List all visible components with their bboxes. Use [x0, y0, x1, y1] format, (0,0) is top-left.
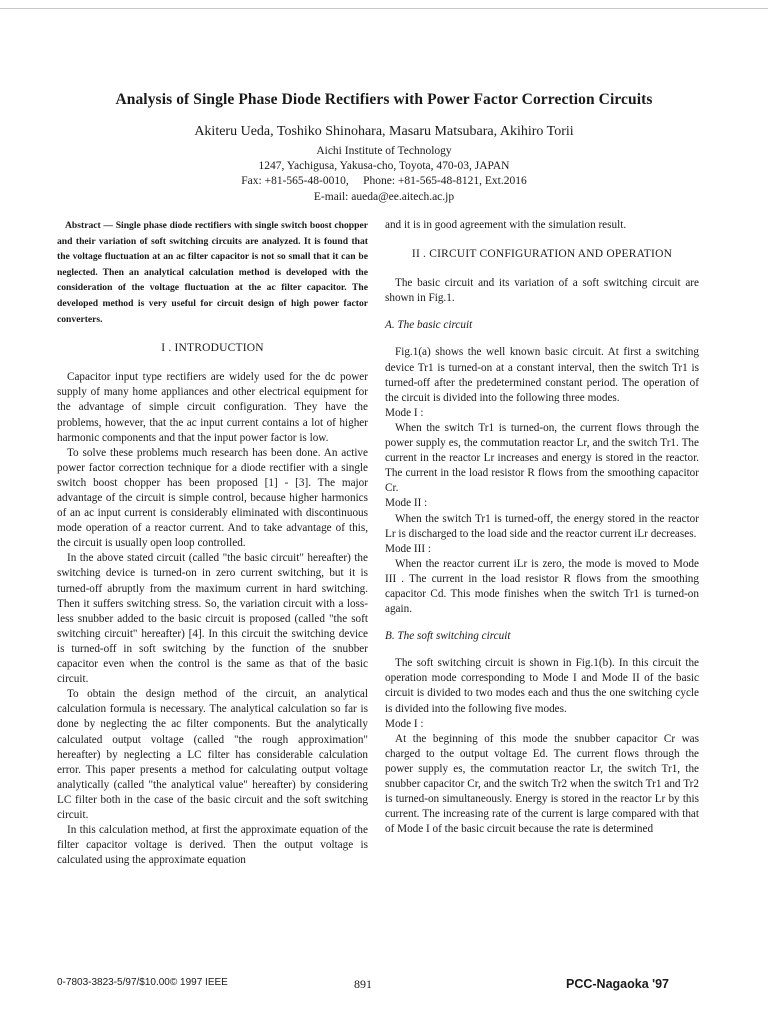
affiliation-address: 1247, Yachigusa, Yakusa-cho, Toyota, 470-03, JAPAN — [258, 160, 510, 173]
footer-conference: PCC-Nagaoka '97 — [566, 977, 670, 991]
affiliation-institute: Aichi Institute of Technology — [316, 145, 452, 157]
footer-copyright: 0-7803-3823-5/97/$10.00© 1997 IEEE — [57, 977, 228, 988]
page-number: 891 — [354, 977, 372, 991]
right-column — [385, 218, 699, 837]
mode-1-label: Mode I : — [385, 406, 424, 419]
subsection-basic-circuit: A. The basic circuit — [385, 319, 473, 332]
intro-paragraph-5: In this calculation method, at first the approximate equation of the filter capacitor voltage is derived. Then the output voltage is calculated using the approximate equation — [57, 824, 368, 867]
mode-2-label: Mode II : — [385, 497, 428, 510]
mode-2-text: When the switch Tr1 is turned-off, the energy stored in the reactor Lr is discharged to the load side and the reactor current iLr decreases. — [385, 512, 699, 540]
author-list: Akiteru Ueda, Toshiko Shinohara, Masaru Matsubara, Akihiro Torii — [194, 124, 574, 139]
affiliation-contact: Fax: +81-565-48-0010, Phone: +81-565-48-8121, Ext.2016 — [241, 175, 527, 188]
circuit-intro: The basic circuit and its variation of a soft switching circuit are shown in Fig.1. — [385, 277, 699, 305]
continuation-text: and it is in good agreement with the simulation result. — [385, 219, 627, 231]
basic-circuit-intro: Fig.1(a) shows the well known basic circuit. At first a switching device Tr1 is turned-on at a constant interval, then the switch Tr1 is turned-off after the predetermined constant period. The operation of the circuit is divided into the following three modes. — [385, 346, 699, 404]
intro-paragraph-2: To solve these problems much research has been done. An active power factor correction technique for a diode rectifier with a single switch boost chopper has been proposed [1] - [3]. The major advantage of the circuit is simple control, because higher harmonics of an ac input current is considerably eliminated with discontinuous mode operation of a reactor current. And to take advantage of this, the circuit is usually open loop controlled. — [57, 446, 368, 550]
affiliation-email: E-mail: aueda@ee.aitech.ac.jp — [313, 190, 455, 203]
intro-paragraph-4: To obtain the design method of the circuit, an analytical calculation formula is necessary. The analytical calculation so far is done by neglecting the ac filter components. But the analytically calculated output voltage (called "the rough approximation" hereafter) by neglecting a LC filter has considerable calculation error. This paper presents a method for calculating output voltage analytically (called "the analytical value" hereafter) by considering LC filter both in the case of the basic circuit and the soft switching circuit. — [57, 688, 368, 821]
soft-switching-intro: The soft switching circuit is shown in Fig.1(b). In this circuit the operation mode corresponding to Mode I and Mode II of the basic circuit is divided to two modes each and thus the one switching cycle is divided into the following five modes. — [385, 657, 699, 715]
intro-paragraph-1: Capacitor input type rectifiers are widely used for the dc power supply of many home appliances and other electrical equipment for the advantage of simple circuit configuration. They have the problems, however, that the ac input current contains a lot of higher harmonic components and that the input power factor is low. — [57, 371, 368, 444]
paper-title: Analysis of Single Phase Diode Rectifiers with Power Factor Correction Circuits — [115, 91, 653, 108]
intro-paragraph-3: In the above stated circuit (called "the basic circuit" hereafter) the switching device is turned-on in zero current switching, but it is turned-off abruptly from the maximum current in hard switching. Then it suffers switching stress. So, the variation circuit with a loss-less snubber added to the basic circuit is proposed (called "the soft switching circuit" hereafter) [4]. In this circuit the switching device is turned-off in soft switching by the function of the snubber capacitor even when the control is the same as that of the basic circuit. — [57, 552, 368, 686]
mode-3-text: When the reactor current iLr is zero, the mode is moved to Mode III . The current in the load resistor R flows from the smoothing capacitor Cd. This mode finishes when the switch Tr1 is turned-on again. — [385, 557, 699, 616]
soft-mode-1-label: Mode I : — [385, 717, 424, 730]
section-heading-introduction: I . INTRODUCTION — [161, 342, 264, 355]
section-heading-circuit: II . CIRCUIT CONFIGURATION AND OPERATION — [411, 248, 673, 261]
mode-3-label: Mode III : — [385, 542, 431, 555]
soft-mode-1-text: At the beginning of this mode the snubber capacitor Cr was charged to the output voltage Ed. The current flows through the power supply es, the commutation reactor Lr, the switch Tr1, the snubber capacitor Cr, and the switch Tr2 when the switch Tr1 and Tr2 is turned-on simultaneously. Energy is stored in the reactor Lr by this current. The increasing rate of the current is large compared with that of Mode I of the basic circuit because the rate is determined — [385, 732, 699, 836]
affiliation-block — [0, 144, 768, 205]
left-column — [57, 218, 368, 868]
top-rule — [0, 8, 768, 9]
abstract: Abstract — Single phase diode rectifiers with single switch boost chopper and their variation of soft switching circuits are analyzed. It is found that the voltage fluctuation at an ac filter capacitor is not so small that it can be neglected. Then an analytical calculation method is developed with the consideration of the voltage fluctuation at the ac filter capacitor. The developed method is very useful for circuit design of high power factor converters. — [57, 220, 368, 325]
mode-1-text: When the switch Tr1 is turned-on, the current flows through the power supply es, the commutation reactor Lr, and the switch Tr1. The current in the reactor Lr increases and energy is stored in the reactor. The current in the load resistor R flows from the smoothing capacitor Cr. — [385, 421, 699, 495]
subsection-soft-switching: B. The soft switching circuit — [385, 630, 511, 643]
